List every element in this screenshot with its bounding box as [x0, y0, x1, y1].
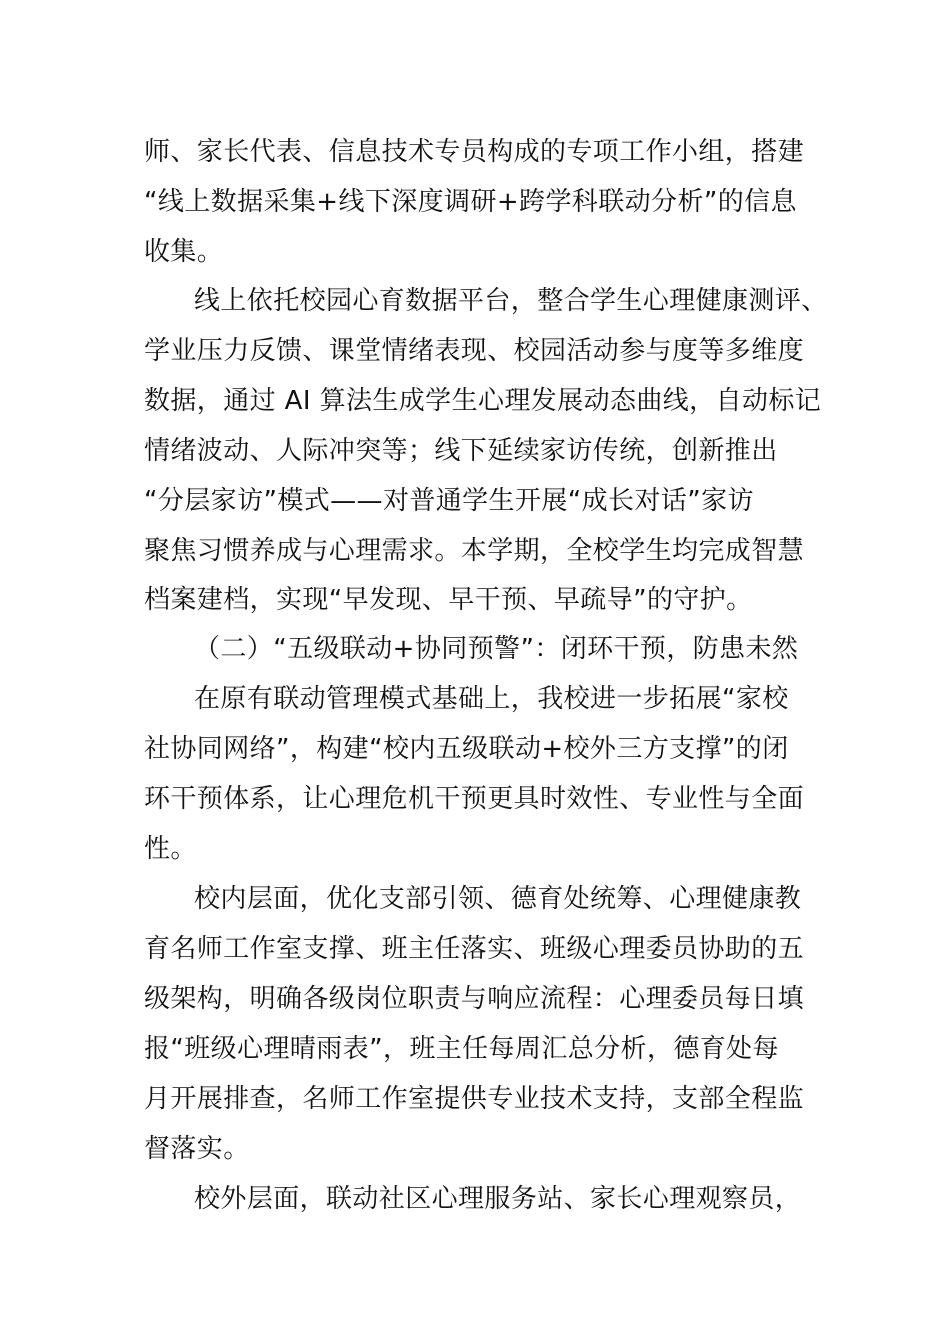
text-line: 月开展排查，名师工作室提供专业技术支持，支部全程监 — [144, 1084, 805, 1114]
text-line: 收集。 — [144, 237, 224, 267]
section-heading: （二）“五级联动+协同预警”：闭环干预，防患未然 — [194, 634, 799, 664]
paragraph-start-line: 校外层面，联动社区心理服务站、家长心理观察员， — [194, 1184, 802, 1214]
text-line: 聚焦习惯养成与心理需求。本学期，全校学生均完成智慧 — [144, 536, 805, 566]
text-line: 督落实。 — [144, 1134, 250, 1164]
text-line: 育名师工作室支撑、班主任落实、班级心理委员协助的五 — [144, 934, 805, 964]
text-line: “线上数据采集+线下深度调研+跨学科联动分析”的信息 — [144, 187, 797, 217]
text-line: 学业压力反馈、课堂情绪表现、校园活动参与度等多维度 — [144, 336, 805, 366]
text-line: 情绪波动、人际冲突等；线下延续家访传统，创新推出 — [144, 436, 778, 466]
paragraph-start-line: 在原有联动管理模式基础上，我校进一步拓展“家校 — [194, 684, 789, 714]
text-line: 性。 — [144, 834, 197, 864]
paragraph-start-line: 校内层面，优化支部引领、德育处统筹、心理健康教 — [194, 884, 802, 914]
text-line: 数据，通过 AI 算法生成学生心理发展动态曲线，自动标记 — [144, 386, 822, 416]
text-line: 师、家长代表、信息技术专员构成的专项工作小组，搭建 — [144, 137, 805, 167]
text-line: 档案建档，实现“早发现、早干预、早疏导”的守护。 — [144, 585, 753, 615]
paragraph-start-line: 线上依托校园心育数据平台，整合学生心理健康测评、 — [194, 286, 828, 316]
text-line: 环干预体系，让心理危机干预更具时效性、专业性与全面 — [144, 784, 805, 814]
text-line: 级架构，明确各级岗位职责与响应流程：心理委员每日填 — [144, 984, 805, 1014]
text-line: 报“班级心理晴雨表”，班主任每周汇总分析，德育处每 — [144, 1034, 779, 1064]
text-line: “分层家访”模式——对普通学生开展“成长对话”家访 — [144, 486, 754, 516]
text-line: 社协同网络”，构建“校内五级联动+校外三方支撑”的闭 — [144, 734, 789, 764]
